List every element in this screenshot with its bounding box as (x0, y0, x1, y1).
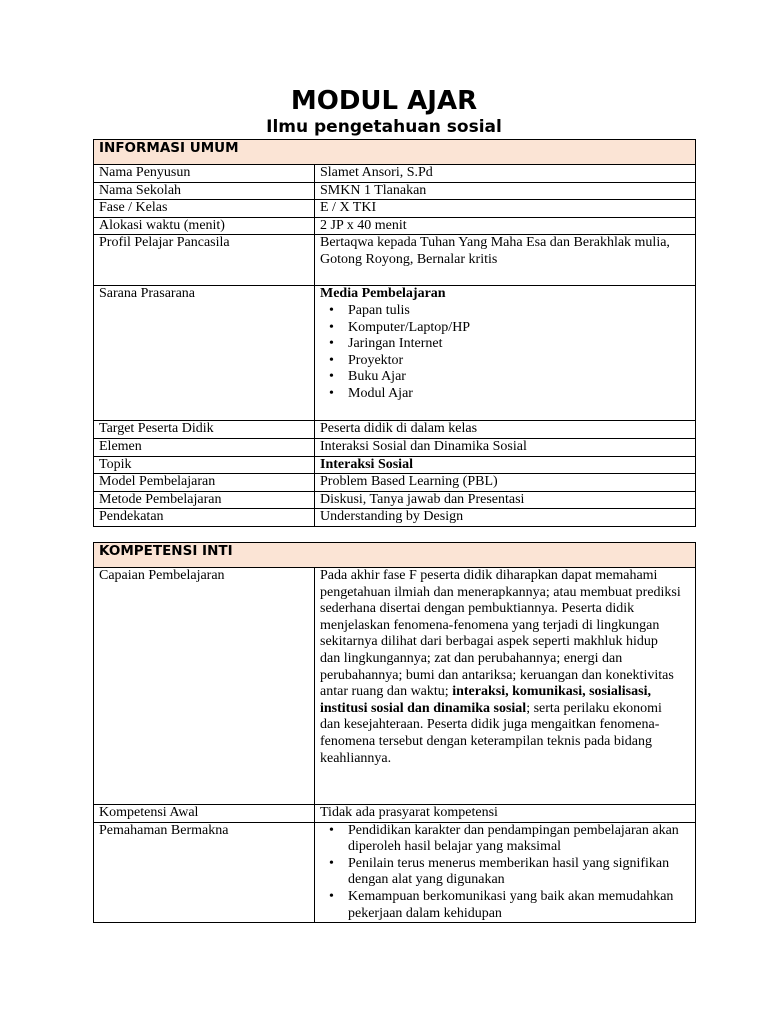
row-value: Bertaqwa kepada Tuhan Yang Maha Esa dan Berakhlak mulia, Gotong Royong, Bernalar kritis (315, 235, 696, 286)
row-value: Slamet Ansori, S.Pd (315, 165, 696, 183)
row-label: Metode Pembelajaran (94, 491, 315, 509)
row-label: Topik (94, 456, 315, 474)
row-value: Peserta didik di dalam kelas (315, 421, 696, 439)
row-label: Profil Pelajar Pancasila (94, 235, 315, 286)
list-item: • Proyektor (320, 353, 695, 370)
row-label: Kompetensi Awal (94, 805, 315, 823)
kompetensi-inti-header-row (94, 543, 696, 568)
row-label: Model Pembelajaran (94, 474, 315, 492)
table-row (94, 235, 696, 286)
media-pembelajaran-heading: Media Pembelajaran (320, 286, 446, 302)
pemahaman-list (320, 823, 687, 923)
row-label: Capaian Pembelajaran (94, 568, 315, 805)
list-item: • Komputer/Laptop/HP (320, 320, 695, 337)
table-row (94, 217, 696, 235)
table-row (94, 438, 696, 456)
list-item: • Pendidikan karakter dan pendampingan pembelajaran akan diperoleh hasil belajar yang maksimal (320, 823, 687, 856)
list-item: • Modul Ajar (320, 386, 695, 403)
informasi-umum-table (93, 139, 696, 527)
row-value: Diskusi, Tanya jawab dan Presentasi (315, 491, 696, 509)
sarana-list (320, 303, 695, 403)
list-item: • Jaringan Internet (320, 336, 695, 353)
table-row (94, 456, 696, 474)
kompetensi-inti-heading: KOMPETENSI INTI (94, 543, 696, 568)
capaian-text-bold: interaksi, komunikasi, sosialisasi, institusi sosial dan dinamika sosial (320, 684, 651, 716)
table-row (94, 165, 696, 183)
table-row (94, 805, 696, 823)
list-item: • Penilain terus menerus memberikan hasil yang signifikan dengan alat yang digunakan (320, 856, 687, 889)
table-row (94, 509, 696, 527)
capaian-text-before: Pada akhir fase F peserta didik diharapkan dapat memahami pengetahuan ilmiah dan menerapkannya; atau membuat prediksi sederhana disertai dengan pembuktiannya. Peserta didik menjelaskan fenomena-fenomena yang terjadi di lingkungan sekitarnya dilihat dari berbagai aspek seperti makhluk hidup dan lingkungannya; zat dan perubahannya; energi dan perubahannya; bumi dan antariksa; keruangan dan konektivitas antar ruang dan waktu; (320, 568, 681, 700)
kompetensi-inti-table (93, 542, 696, 923)
row-value: Understanding by Design (315, 509, 696, 527)
list-item: • Kemampuan berkomunikasi yang baik akan memudahkan pekerjaan dalam kehidupan (320, 889, 687, 922)
table-row (94, 182, 696, 200)
list-item: • Papan tulis (320, 303, 695, 320)
row-label: Elemen (94, 438, 315, 456)
row-label: Alokasi waktu (menit) (94, 217, 315, 235)
row-label: Target Peserta Didik (94, 421, 315, 439)
row-label: Sarana Prasarana (94, 286, 315, 421)
page-subtitle: Ilmu pengetahuan sosial (266, 117, 502, 137)
row-value: 2 JP x 40 menit (315, 217, 696, 235)
capaian-text (315, 568, 696, 805)
row-value: SMKN 1 Tlanakan (315, 182, 696, 200)
row-label: Pendekatan (94, 509, 315, 527)
row-label: Pemahaman Bermakna (94, 822, 315, 923)
page-title: MODUL AJAR (290, 86, 478, 116)
table-row (94, 491, 696, 509)
informasi-umum-header-row (94, 140, 696, 165)
row-value: Tidak ada prasyarat kompetensi (315, 805, 696, 823)
sarana-prasarana-row (94, 286, 696, 421)
row-label: Fase / Kelas (94, 200, 315, 218)
pemahaman-row (94, 822, 696, 923)
table-row (94, 200, 696, 218)
row-label: Nama Penyusun (94, 165, 315, 183)
list-item: • Buku Ajar (320, 369, 695, 386)
row-label: Nama Sekolah (94, 182, 315, 200)
table-row (94, 421, 696, 439)
row-value: Interaksi Sosial (315, 456, 696, 474)
sarana-cell (315, 286, 696, 421)
row-value: Interaksi Sosial dan Dinamika Sosial (315, 438, 696, 456)
capaian-row (94, 568, 696, 805)
capaian-text-after: ; serta perilaku ekonomi dan kesejahteraan. Peserta didik juga mengaitkan fenomena-fenomena tersebut dengan keterampilan teknis pada bidang keahliannya. (320, 700, 662, 766)
pemahaman-cell (315, 822, 696, 923)
row-value: Problem Based Learning (PBL) (315, 474, 696, 492)
informasi-umum-heading: INFORMASI UMUM (94, 140, 696, 165)
row-value: E / X TKI (315, 200, 696, 218)
table-row (94, 474, 696, 492)
